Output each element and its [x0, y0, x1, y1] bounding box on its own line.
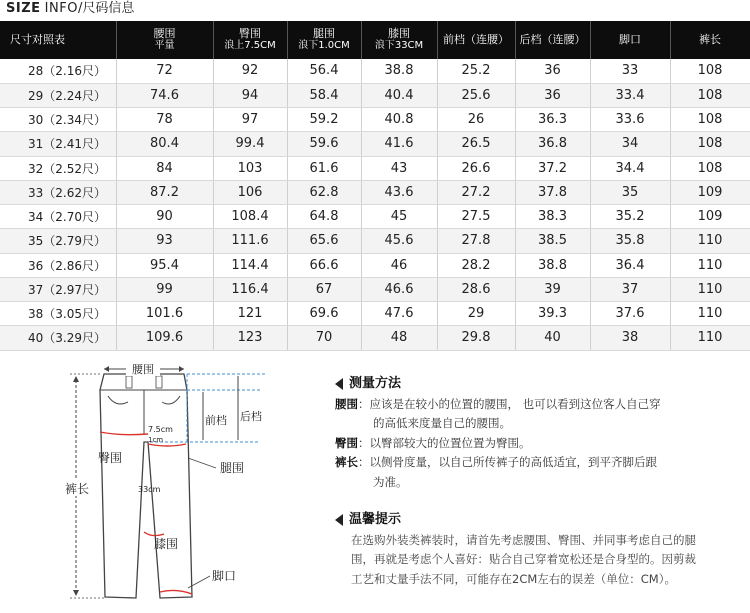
- value-cell: 34.4: [590, 156, 670, 180]
- value-cell: 48: [361, 326, 437, 350]
- value-cell: 110: [670, 326, 750, 350]
- value-cell: 47.6: [361, 302, 437, 326]
- value-cell: 58.4: [287, 83, 361, 107]
- value-cell: 40.4: [361, 83, 437, 107]
- pants-measure-diagram: [60, 362, 330, 612]
- triangle-bullet-icon: [335, 514, 343, 526]
- value-cell: 78: [116, 108, 213, 132]
- size-cell: 38（3.05尺）: [0, 302, 116, 326]
- value-cell: 108: [670, 156, 750, 180]
- value-cell: 43.6: [361, 180, 437, 204]
- value-cell: 26.6: [437, 156, 515, 180]
- col-header-length: 裤长: [670, 21, 750, 59]
- size-cell: 32（2.52尺）: [0, 156, 116, 180]
- value-cell: 25.2: [437, 59, 515, 83]
- table-row: [0, 229, 750, 253]
- table-row: [0, 277, 750, 301]
- value-cell: 74.6: [116, 83, 213, 107]
- value-cell: 29: [437, 302, 515, 326]
- table-header-row: [0, 21, 750, 59]
- value-cell: 36: [515, 83, 590, 107]
- length-measure: [62, 374, 106, 598]
- value-cell: 56.4: [287, 59, 361, 83]
- value-cell: 110: [670, 277, 750, 301]
- size-cell: 34（2.70尺）: [0, 205, 116, 229]
- value-cell: 38.8: [361, 59, 437, 83]
- col-header-knee: 膝围 浪下33CM: [361, 21, 437, 59]
- value-cell: 40.8: [361, 108, 437, 132]
- value-cell: 110: [670, 229, 750, 253]
- tip-line-2: 围，再就是考虑个人喜好：贴合自己穿着宽松还是合身型的。因剪裁: [351, 552, 696, 566]
- value-cell: 27.5: [437, 205, 515, 229]
- value-cell: 61.6: [287, 156, 361, 180]
- value-cell: 41.6: [361, 132, 437, 156]
- value-cell: 62.8: [287, 180, 361, 204]
- size-cell: 35（2.79尺）: [0, 229, 116, 253]
- value-cell: 28.6: [437, 277, 515, 301]
- value-cell: 108: [670, 108, 750, 132]
- front-rise-label: 前档: [205, 414, 227, 427]
- value-cell: 106: [213, 180, 287, 204]
- size-table: [0, 21, 750, 351]
- table-row: [0, 156, 750, 180]
- value-cell: 35.2: [590, 205, 670, 229]
- value-cell: 101.6: [116, 302, 213, 326]
- value-cell: 36.3: [515, 108, 590, 132]
- value-cell: 27.8: [437, 229, 515, 253]
- value-cell: 45: [361, 205, 437, 229]
- value-cell: 35: [590, 180, 670, 204]
- value-cell: 27.2: [437, 180, 515, 204]
- notes-panel: [335, 374, 745, 589]
- value-cell: 26.5: [437, 132, 515, 156]
- value-cell: 114.4: [213, 253, 287, 277]
- value-cell: 36: [515, 59, 590, 83]
- value-cell: 38.8: [515, 253, 590, 277]
- value-cell: 110: [670, 302, 750, 326]
- size-cell: 36（2.86尺）: [0, 253, 116, 277]
- value-cell: 70: [287, 326, 361, 350]
- value-cell: 108: [670, 132, 750, 156]
- value-cell: 33: [590, 59, 670, 83]
- value-cell: 84: [116, 156, 213, 180]
- value-cell: 43: [361, 156, 437, 180]
- value-cell: 59.6: [287, 132, 361, 156]
- table-body: [0, 59, 750, 350]
- value-cell: 92: [213, 59, 287, 83]
- size-cell: 33（2.62尺）: [0, 180, 116, 204]
- value-cell: 38.5: [515, 229, 590, 253]
- table-row: [0, 108, 750, 132]
- col-header-hem: 脚口: [590, 21, 670, 59]
- value-cell: 97: [213, 108, 287, 132]
- size-cell: 37（2.97尺）: [0, 277, 116, 301]
- hem-label: 脚口: [212, 569, 237, 583]
- value-cell: 35.8: [590, 229, 670, 253]
- thigh-offset-label: 1cm: [148, 436, 164, 444]
- thigh-label: 腿围: [220, 461, 245, 475]
- value-cell: 94: [213, 83, 287, 107]
- value-cell: 109.6: [116, 326, 213, 350]
- value-cell: 36.8: [515, 132, 590, 156]
- size-cell: 30（2.34尺）: [0, 108, 116, 132]
- value-cell: 99: [116, 277, 213, 301]
- value-cell: 109: [670, 180, 750, 204]
- heading-en: SIZE: [6, 1, 41, 16]
- note-length-cont: 为准。: [373, 474, 408, 489]
- col-header-back-rise: 后档（连腰）: [515, 21, 590, 59]
- size-cell: 40（3.29尺）: [0, 326, 116, 350]
- value-cell: 64.8: [287, 205, 361, 229]
- table-row: [0, 83, 750, 107]
- col-header-waist: 腰围 平量: [116, 21, 213, 59]
- value-cell: 40: [515, 326, 590, 350]
- value-cell: 72: [116, 59, 213, 83]
- value-cell: 108.4: [213, 205, 287, 229]
- value-cell: 65.6: [287, 229, 361, 253]
- triangle-bullet-icon: [335, 378, 343, 390]
- value-cell: 46.6: [361, 277, 437, 301]
- value-cell: 103: [213, 156, 287, 180]
- table-row: [0, 205, 750, 229]
- value-cell: 116.4: [213, 277, 287, 301]
- value-cell: 87.2: [116, 180, 213, 204]
- value-cell: 59.2: [287, 108, 361, 132]
- tip-line-3: 工艺和丈量手法不同，可能存在2CM左右的误差（单位：CM）。: [351, 571, 676, 586]
- value-cell: 99.4: [213, 132, 287, 156]
- value-cell: 37.8: [515, 180, 590, 204]
- value-cell: 33.4: [590, 83, 670, 107]
- col-header-front-rise: 前档（连腰）: [437, 21, 515, 59]
- col-header-thigh: 腿围 浪下1.0CM: [287, 21, 361, 59]
- heading-info: INFO: [44, 1, 78, 16]
- hip-label: 臀围: [98, 451, 123, 465]
- tip-line-1: 在选购外装类裤装时，请首先考虑腰围、臀围、并同事考虑自己的腿: [351, 532, 696, 547]
- value-cell: 93: [116, 229, 213, 253]
- table-row: [0, 132, 750, 156]
- value-cell: 28.2: [437, 253, 515, 277]
- value-cell: 34: [590, 132, 670, 156]
- back-rise-label: 后档: [240, 410, 262, 423]
- value-cell: 110: [670, 253, 750, 277]
- value-cell: 108: [670, 83, 750, 107]
- value-cell: 25.6: [437, 83, 515, 107]
- note-hip: 臀围：以臀部较大的位置位置为臀围。: [335, 435, 531, 450]
- value-cell: 37.6: [590, 302, 670, 326]
- heading-cn: /尺码信息: [77, 1, 135, 16]
- size-cell: 29（2.24尺）: [0, 83, 116, 107]
- hip-offset-label: 7.5cm: [148, 425, 173, 434]
- value-cell: 33.6: [590, 108, 670, 132]
- value-cell: 29.8: [437, 326, 515, 350]
- measure-method-title: 测量方法: [335, 374, 745, 394]
- waist-label: 腰围: [132, 363, 154, 376]
- note-length: 裤长：以侧骨度量，以自己所传裤子的高低适宜，到平齐脚后跟: [335, 455, 657, 469]
- tips-title: 温馨提示: [335, 510, 745, 530]
- table-row: [0, 180, 750, 204]
- table-row: [0, 253, 750, 277]
- value-cell: 67: [287, 277, 361, 301]
- note-waist: 腰围：应该是在较小的位置的腰围， 也可以看到这位客人自己穿: [335, 396, 661, 411]
- length-label: 裤长: [64, 482, 90, 496]
- value-cell: 95.4: [116, 253, 213, 277]
- value-cell: 66.6: [287, 253, 361, 277]
- knee-label: 膝围: [154, 537, 179, 551]
- value-cell: 111.6: [213, 229, 287, 253]
- value-cell: 39: [515, 277, 590, 301]
- value-cell: 69.6: [287, 302, 361, 326]
- value-cell: 90: [116, 205, 213, 229]
- value-cell: 26: [437, 108, 515, 132]
- col-header-hip: 臀围 浪上7.5CM: [213, 21, 287, 59]
- note-waist-cont: 的高低来度量自己的腰围。: [373, 416, 511, 430]
- knee-offset-label: 33cm: [138, 485, 161, 494]
- value-cell: 37.2: [515, 156, 590, 180]
- value-cell: 109: [670, 205, 750, 229]
- value-cell: 121: [213, 302, 287, 326]
- value-cell: 108: [670, 59, 750, 83]
- value-cell: 45.6: [361, 229, 437, 253]
- value-cell: 123: [213, 326, 287, 350]
- value-cell: 36.4: [590, 253, 670, 277]
- value-cell: 80.4: [116, 132, 213, 156]
- value-cell: 37: [590, 277, 670, 301]
- col-header-size: 尺寸对照表: [0, 21, 116, 59]
- value-cell: 38.3: [515, 205, 590, 229]
- table-row: [0, 59, 750, 83]
- size-info-heading: [6, 0, 134, 18]
- table-row: [0, 326, 750, 350]
- value-cell: 39.3: [515, 302, 590, 326]
- size-cell: 31（2.41尺）: [0, 132, 116, 156]
- value-cell: 38: [590, 326, 670, 350]
- value-cell: 46: [361, 253, 437, 277]
- table-row: [0, 302, 750, 326]
- size-cell: 28（2.16尺）: [0, 59, 116, 83]
